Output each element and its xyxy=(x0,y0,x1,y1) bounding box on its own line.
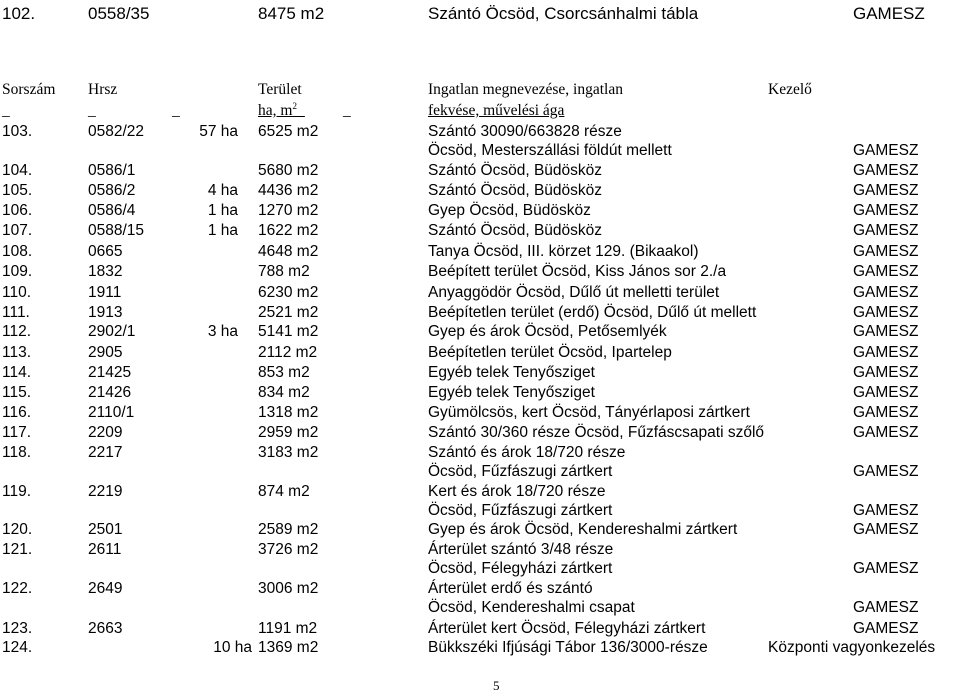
row-hrsz: 2501 xyxy=(88,521,123,538)
row-area: 1369 m2 xyxy=(258,639,319,656)
row-area: 2521 m2 xyxy=(258,304,319,321)
row-manager: GAMESZ xyxy=(853,364,919,381)
row-hrsz: 2663 xyxy=(88,620,123,637)
row-description: Árterület erdő és szántó xyxy=(428,580,593,597)
row-manager: GAMESZ xyxy=(853,424,919,441)
row-hrsz: 21425 xyxy=(88,364,132,381)
row-hrsz: 0588/15 xyxy=(88,222,145,239)
row-manager: GAMESZ xyxy=(853,560,919,577)
row-hrsz: 0586/2 xyxy=(88,182,136,199)
header-underscore: _ xyxy=(88,102,96,119)
row-area: 6230 m2 xyxy=(258,284,319,301)
row-number: 115. xyxy=(2,384,32,401)
row-number: 121. xyxy=(2,541,33,558)
page-number: 5 xyxy=(493,678,500,693)
row-hrsz: 21426 xyxy=(88,384,132,401)
row-description: Anyaggödör Öcsöd, Dűlő út melletti terület xyxy=(428,284,720,301)
row-manager: GAMESZ xyxy=(853,599,919,616)
row-description: Gyep és árok Öcsöd, Kendereshalmi zártkert xyxy=(428,521,738,538)
row-manager: GAMESZ xyxy=(853,4,925,23)
row-manager: GAMESZ xyxy=(853,182,919,199)
row-hrsz: 2902/1 xyxy=(88,323,136,340)
row-number: 107. xyxy=(2,222,33,239)
row-description: Beépítetlen terület Öcsöd, Ipartelep xyxy=(428,344,672,361)
row-area: 1191 m2 xyxy=(258,620,318,637)
row-description: Kert és árok 18/720 része xyxy=(428,483,606,500)
row-area: 4648 m2 xyxy=(258,243,319,260)
row-number: 117. xyxy=(2,424,32,441)
row-description-line2: Öcsöd, Fűzfászugi zártkert xyxy=(428,463,613,480)
row-manager: GAMESZ xyxy=(853,463,919,480)
row-hrsz: 2905 xyxy=(88,344,123,361)
row-area: 3726 m2 xyxy=(258,541,319,558)
row-description: Bükkszéki Ifjúsági Tábor 136/3000-része xyxy=(428,639,708,656)
row-area: 5680 m2 xyxy=(258,162,319,179)
header-terulet-unit-text: ha, m xyxy=(258,102,293,119)
row-area: 6525 m2 xyxy=(258,123,319,140)
row-description: Egyéb telek Tenyősziget xyxy=(428,364,595,381)
row-hrsz: 0558/35 xyxy=(88,4,150,23)
row-number: 114. xyxy=(2,364,32,381)
row-area: 4436 m2 xyxy=(258,182,319,199)
row-hrsz: 2219 xyxy=(88,483,123,500)
row-description: Egyéb telek Tenyősziget xyxy=(428,384,595,401)
row-description: Szántó 30/360 része Öcsöd, Fűzfáscsapati szőlő xyxy=(428,424,765,441)
row-description: Árterület kert Öcsöd, Félegyházi zártkert xyxy=(428,620,706,637)
row-description-line2: Öcsöd, Félegyházi zártkert xyxy=(428,560,613,577)
row-ha: 3 ha xyxy=(207,323,238,340)
row-manager: GAMESZ xyxy=(853,263,919,280)
row-manager: Központi vagyonkezelés xyxy=(768,639,936,656)
header-underscore: _ xyxy=(172,102,180,119)
row-description: Beépített terület Öcsöd, Kiss János sor 2./a xyxy=(428,263,727,280)
header-hrsz: Hrsz xyxy=(88,81,118,98)
row-manager: GAMESZ xyxy=(853,323,919,340)
row-manager: GAMESZ xyxy=(853,304,919,321)
row-area: 788 m2 xyxy=(258,263,310,280)
row-number: 102. xyxy=(2,4,36,23)
row-number: 109. xyxy=(2,263,33,280)
row-number: 120. xyxy=(2,521,33,538)
row-area: 1318 m2 xyxy=(258,404,319,421)
row-ha: 57 ha xyxy=(199,123,238,140)
header-terulet: Terület xyxy=(258,81,302,98)
row-area: 2112 m2 xyxy=(258,344,318,361)
header-underscore: _ xyxy=(296,102,305,119)
row-hrsz: 0586/4 xyxy=(88,202,136,219)
row-ha: 10 ha xyxy=(213,639,252,656)
row-number: 111. xyxy=(2,304,30,321)
row-area: 2589 m2 xyxy=(258,521,319,538)
row-description-line2: Öcsöd, Kendereshalmi csapat xyxy=(428,599,635,616)
row-number: 116. xyxy=(2,404,32,421)
row-hrsz: 0586/1 xyxy=(88,162,136,179)
row-ha: 1 ha xyxy=(207,222,238,239)
row-manager: GAMESZ xyxy=(853,162,919,179)
row-area: 1622 m2 xyxy=(258,222,319,239)
row-hrsz: 0582/22 xyxy=(88,123,145,140)
row-hrsz: 2611 xyxy=(88,541,122,558)
row-area: 1270 m2 xyxy=(258,202,319,219)
header-terulet-unit-sup: 2 xyxy=(292,100,297,111)
row-area: 853 m2 xyxy=(258,364,310,381)
row-hrsz: 1832 xyxy=(88,263,123,280)
row-manager: GAMESZ xyxy=(853,344,919,361)
row-number: 105. xyxy=(2,182,33,199)
header-sorszam: Sorszám xyxy=(2,81,56,98)
row-number: 104. xyxy=(2,162,33,179)
header-terulet-unit xyxy=(258,101,305,121)
row-description: Szántó Öcsöd, Büdösköz xyxy=(428,182,603,199)
row-number: 122. xyxy=(2,580,33,597)
row-description: Szántó 30090/663828 része xyxy=(428,123,622,140)
row-description: Beépítetlen terület (erdő) Öcsöd, Dűlő út mellett xyxy=(428,304,757,321)
row-manager: GAMESZ xyxy=(853,222,919,239)
row-manager: GAMESZ xyxy=(853,202,919,219)
row-hrsz: 2217 xyxy=(88,444,123,461)
row-number: 118. xyxy=(2,444,32,461)
row-manager: GAMESZ xyxy=(853,502,919,519)
header-fekvese: fekvése, művelési ága xyxy=(428,102,565,119)
row-hrsz: 0665 xyxy=(88,243,123,260)
row-description-line2: Öcsöd, Mesterszállási földút mellett xyxy=(428,142,672,159)
header-kezelo: Kezelő xyxy=(768,81,812,98)
header-underscore: _ xyxy=(343,102,351,119)
row-description: Gyep és árok Öcsöd, Petősemlyék xyxy=(428,323,667,340)
row-number: 106. xyxy=(2,202,33,219)
row-description: Tanya Öcsöd, III. körzet 129. (Bikaakol) xyxy=(428,243,699,260)
row-manager: GAMESZ xyxy=(853,521,919,538)
row-description: Szántó Öcsöd, Büdösköz xyxy=(428,222,603,239)
row-area: 3183 m2 xyxy=(258,444,319,461)
row-hrsz: 2649 xyxy=(88,580,123,597)
row-area: 874 m2 xyxy=(258,483,310,500)
row-hrsz: 1911 xyxy=(88,284,122,301)
row-hrsz: 2209 xyxy=(88,424,123,441)
row-manager: GAMESZ xyxy=(853,243,919,260)
row-area: 5141 m2 xyxy=(258,323,319,340)
row-hrsz: 2110/1 xyxy=(88,404,135,421)
row-ha: 4 ha xyxy=(207,182,238,199)
row-manager: GAMESZ xyxy=(853,384,919,401)
row-area: 8475 m2 xyxy=(258,4,325,23)
row-manager: GAMESZ xyxy=(853,284,919,301)
row-number: 110. xyxy=(2,284,32,301)
header-ingatlan: Ingatlan megnevezése, ingatlan xyxy=(428,81,623,98)
row-manager: GAMESZ xyxy=(853,404,919,421)
row-number: 112. xyxy=(2,323,32,340)
row-area: 834 m2 xyxy=(258,384,310,401)
row-description: Gyümölcsös, kert Öcsöd, Tányérlaposi zártkert xyxy=(428,404,750,421)
row-area: 3006 m2 xyxy=(258,580,319,597)
row-number: 119. xyxy=(2,483,32,500)
row-number: 103. xyxy=(2,123,33,140)
row-description-line2: Öcsöd, Fűzfászugi zártkert xyxy=(428,502,613,519)
row-description: Gyep Öcsöd, Büdösköz xyxy=(428,202,591,219)
row-description: Szántó Öcsöd, Csorcsánhalmi tábla xyxy=(428,4,699,23)
row-description: Szántó és árok 18/720 része xyxy=(428,444,626,461)
row-ha: 1 ha xyxy=(207,202,238,219)
row-number: 113. xyxy=(2,344,32,361)
row-number: 108. xyxy=(2,243,33,260)
row-area: 2959 m2 xyxy=(258,424,319,441)
row-number: 123. xyxy=(2,620,33,637)
row-hrsz: 1913 xyxy=(88,304,123,321)
header-underscore: _ xyxy=(2,102,10,119)
row-number: 124. xyxy=(2,639,33,656)
row-manager: GAMESZ xyxy=(853,620,919,637)
row-description: Szántó Öcsöd, Büdösköz xyxy=(428,162,603,179)
row-manager: GAMESZ xyxy=(853,142,919,159)
row-description: Árterület szántó 3/48 része xyxy=(428,541,614,558)
